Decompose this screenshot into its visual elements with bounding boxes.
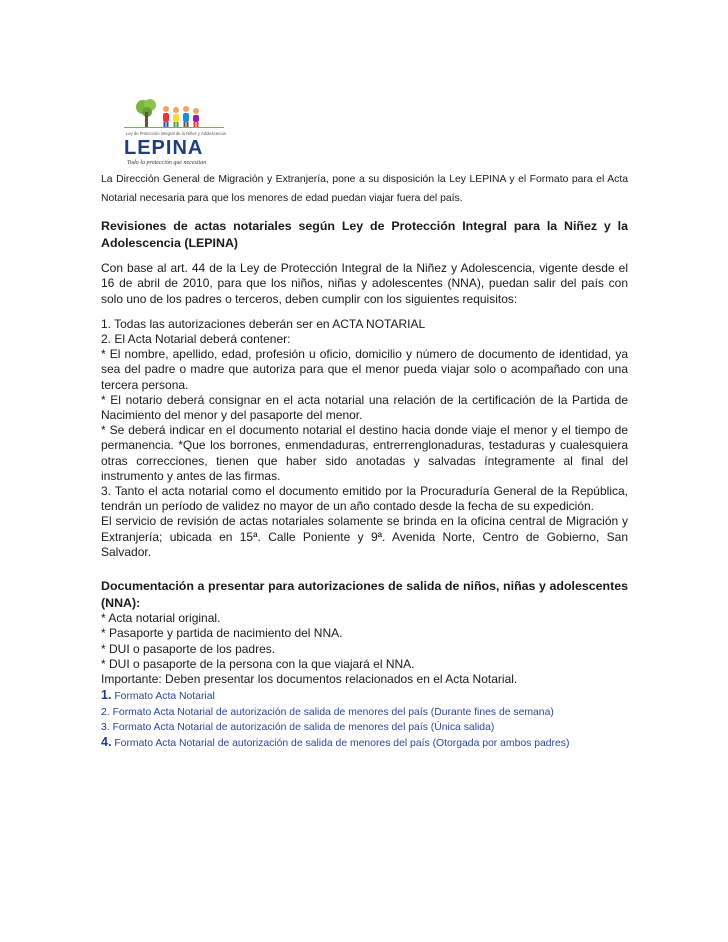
link-label[interactable]: Formato Acta Notarial de autorización de salida de menores del país (Otorgada por ambos padres)	[114, 738, 570, 750]
list-item: * Acta notarial original.	[101, 611, 221, 626]
service-note: El servicio de revisión de actas notariales solamente se brinda en la oficina central de Migración y Extranjería; ubicada en 15ª. Calle Poniente y 9ª. Avenida Norte, Centro de Gobierno, San Salvador.	[101, 514, 628, 559]
download-links	[101, 688, 628, 752]
lepina-logo	[116, 96, 238, 168]
lepina-logo-graphic	[116, 96, 238, 168]
download-link-4[interactable]	[101, 735, 628, 751]
link-number: 2.	[101, 706, 110, 718]
link-label[interactable]: Formato Acta Notarial de autorización de salida de menores del país (Única salida)	[112, 722, 495, 734]
document-body	[101, 170, 628, 752]
link-number: 4.	[101, 735, 112, 750]
section1-heading: Revisiones de actas notariales según Ley de Protección Integral para la Niñez y la Adolescencia (LEPINA)	[101, 219, 628, 250]
list-item: * Se deberá indicar en el documento notarial el destino hacia donde viaje el menor y el tiempo de permanencia. *Que los borrones, enmendaduras, entrerrenglonaduras, testaduras y cualesquiera otras correcciones, tienen que haber sido anotadas y salvadas íntegramente al final del instrumento y antes de las firmas.	[101, 423, 628, 483]
list-item: * DUI o pasaporte de la persona con la que viajará el NNA.	[101, 656, 415, 671]
requirements-list	[101, 317, 628, 560]
list-item: * Pasaporte y partida de nacimiento del NNA.	[101, 626, 343, 641]
link-label[interactable]: Formato Acta Notarial	[114, 691, 215, 703]
section1-paragraph: Con base al art. 44 de la Ley de Protección Integral de la Niñez y Adolescencia, vigente desde el 16 de abril de 2010, para que los niños, niñas y adolescentes (NNA), puedan salir del país con solo uno de los padres o terceros, deben cumplir con los siguientes requisitos:	[101, 261, 628, 306]
list-item: 3. Tanto el acta notarial como el documento emitido por la Procuraduría General de la República, tendrán un período de validez no mayor de un año contado desde la fecha de su expedición.	[101, 484, 628, 514]
link-number: 3.	[101, 722, 110, 734]
documents-list	[101, 611, 628, 687]
link-label[interactable]: Formato Acta Notarial de autorización de salida de menores del país (Durante fines de semana)	[112, 706, 554, 718]
list-item: 2. El Acta Notarial deberá contener:	[101, 332, 291, 346]
list-item: * DUI o pasaporte de los padres.	[101, 641, 276, 656]
intro-paragraph: La Dirección General de Migración y Extranjería, pone a su disposición la Ley LEPINA y el Formato para el Acta Notarial necesaria para que los menores de edad puedan viajar fuera del país.	[101, 174, 628, 204]
logo-slogan: Todo la protección que necesitan	[127, 160, 207, 166]
logo-wordmark: LEPINA	[124, 137, 204, 159]
list-item: * El notario deberá consignar en el acta notarial una relación de la certificación de la Partida de Nacimiento del menor y del pasaporte del menor.	[101, 392, 628, 423]
list-item: * El nombre, apellido, edad, profesión u oficio, domicilio y número de documento de identidad, ya sea del padre o madre que autoriza para que el menor pueda viajar solo o acompañado con una tercera persona.	[101, 347, 628, 392]
section2-heading: Documentación a presentar para autorizaciones de salida de niños, niñas y adolescentes (NNA):	[101, 579, 628, 610]
list-item: 1. Todas las autorizaciones deberán ser en ACTA NOTARIAL	[101, 316, 426, 331]
link-number: 1.	[101, 688, 112, 703]
important-note: Importante: Deben presentar los documentos relacionados en el Acta Notarial.	[101, 672, 518, 687]
download-link-2[interactable]	[101, 705, 628, 720]
logo-tagline: Ley de Protección Integral de la Niñez y Adolescencia	[126, 131, 226, 136]
download-link-3[interactable]	[101, 720, 628, 735]
download-link-1[interactable]	[101, 688, 628, 704]
children-icon	[163, 106, 199, 127]
